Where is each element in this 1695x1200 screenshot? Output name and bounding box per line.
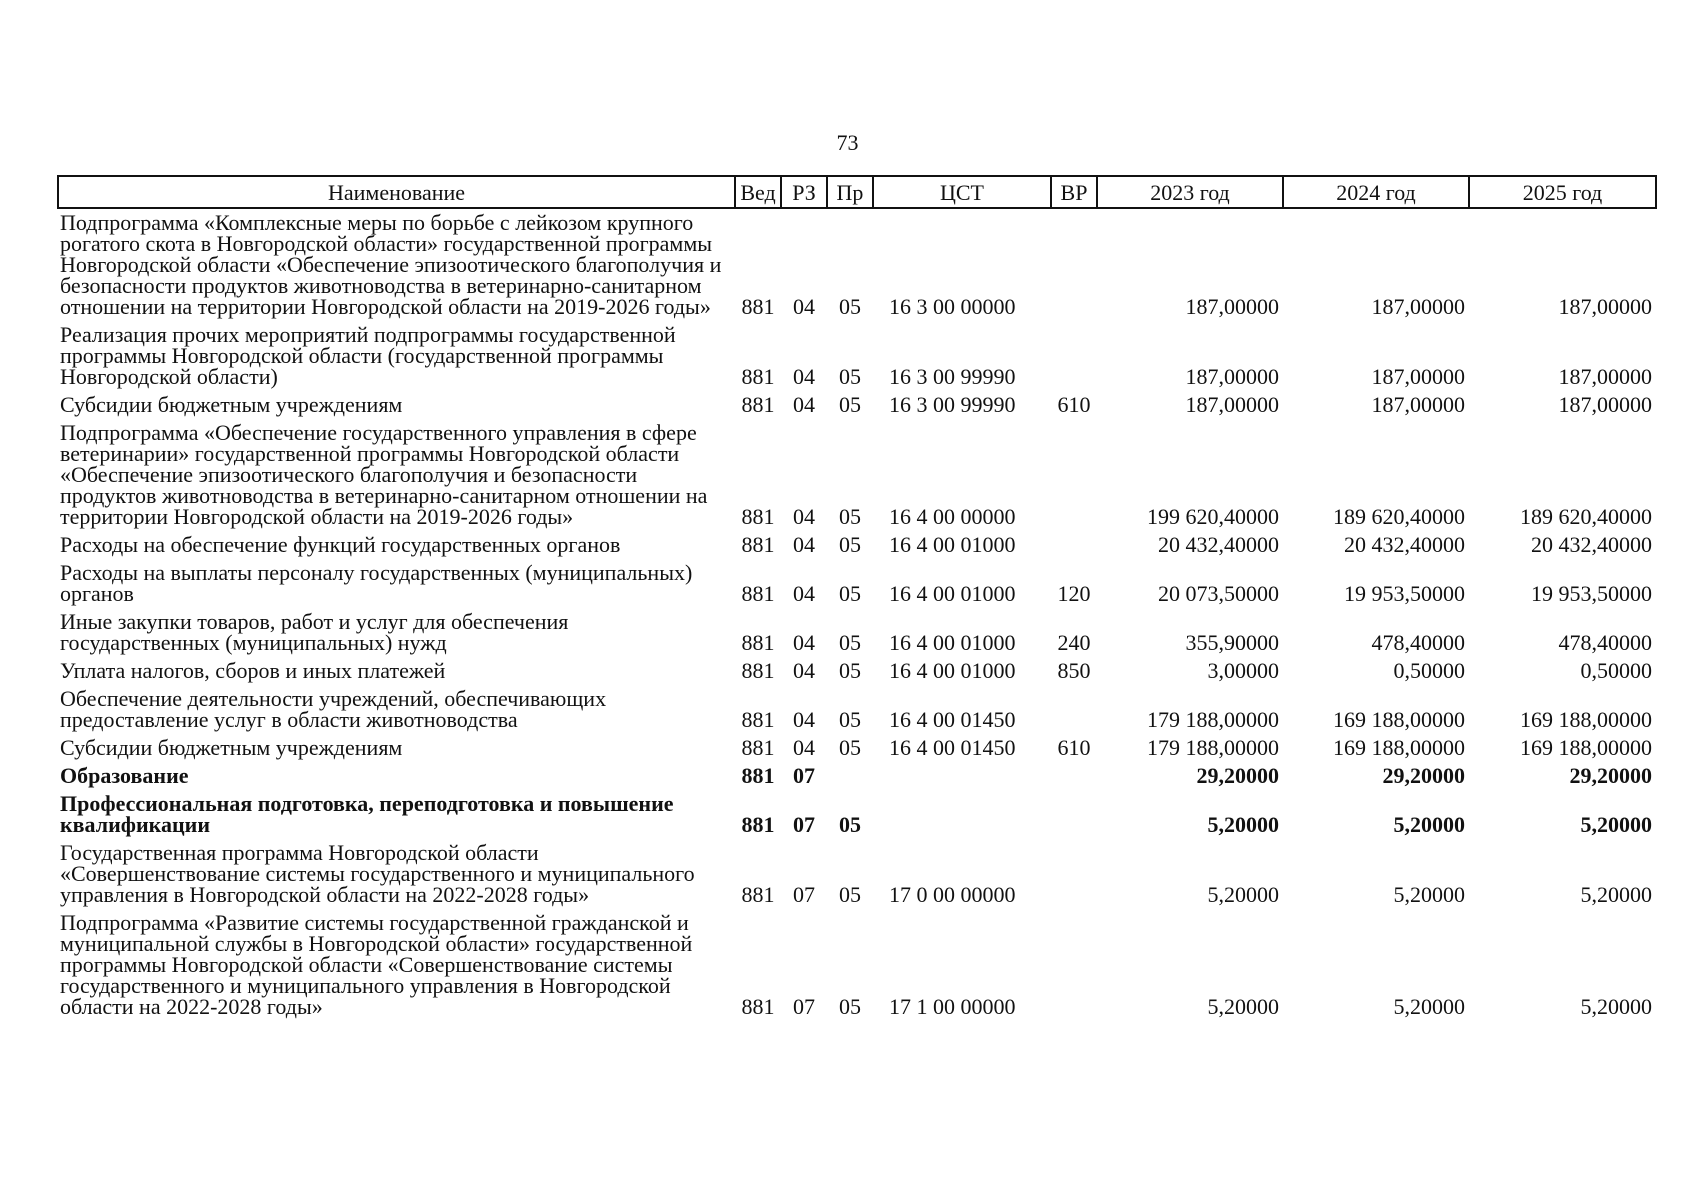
header-2024: 2024 год xyxy=(1283,176,1469,208)
table-row xyxy=(58,321,1656,391)
header-ved: Вед xyxy=(735,176,781,208)
cell-2024: 187,00000 xyxy=(1371,294,1465,319)
cell-ved: 881 xyxy=(741,658,775,683)
cell-pr: 05 xyxy=(839,735,861,760)
cell-2024: 478,40000 xyxy=(1371,630,1465,655)
cell-2025: 187,00000 xyxy=(1558,392,1652,417)
page-number: 73 xyxy=(836,130,859,155)
cell-rz: 04 xyxy=(793,294,815,319)
cell-cst: 16 3 00 99990 xyxy=(889,392,1016,417)
cell-pr: 05 xyxy=(839,707,861,732)
cell-cst: 16 4 00 00000 xyxy=(889,504,1016,529)
cell-2025: 5,20000 xyxy=(1580,882,1652,907)
cell-2023: 5,20000 xyxy=(1207,882,1279,907)
cell-vr xyxy=(1051,208,1097,321)
cell-ved: 881 xyxy=(741,630,775,655)
cell-pr: 05 xyxy=(839,504,861,529)
cell-name: Субсидии бюджетным учреждениям xyxy=(60,735,403,760)
cell-pr: 05 xyxy=(839,581,861,606)
cell-vr: 120 xyxy=(1057,581,1091,606)
cell-2024: 0,50000 xyxy=(1393,658,1465,683)
cell-2025: 19 953,50000 xyxy=(1531,581,1652,606)
cell-cst: 16 4 00 01000 xyxy=(889,658,1016,683)
cell-2023: 5,20000 xyxy=(1207,812,1279,837)
cell-vr: 610 xyxy=(1057,392,1091,417)
cell-2023: 179 188,00000 xyxy=(1147,735,1279,760)
cell-ved: 881 xyxy=(741,294,775,319)
cell-cst xyxy=(873,762,1051,790)
cell-rz: 04 xyxy=(793,658,815,683)
cell-pr: 05 xyxy=(839,532,861,557)
cell-vr: 850 xyxy=(1057,658,1091,683)
cell-2025: 187,00000 xyxy=(1558,364,1652,389)
cell-vr xyxy=(1051,531,1097,559)
cell-2024: 187,00000 xyxy=(1371,364,1465,389)
cell-2024: 187,00000 xyxy=(1371,392,1465,417)
cell-ved: 881 xyxy=(741,364,775,389)
cell-vr xyxy=(1051,839,1097,909)
cell-2023: 199 620,40000 xyxy=(1147,504,1279,529)
cell-2023: 179 188,00000 xyxy=(1147,707,1279,732)
cell-cst: 16 4 00 01450 xyxy=(889,707,1016,732)
cell-2025: 169 188,00000 xyxy=(1520,707,1652,732)
table-row xyxy=(58,734,1656,762)
cell-rz: 07 xyxy=(793,763,815,788)
cell-name: Расходы на выплаты персоналу государственных (муниципальных) органов xyxy=(60,560,693,606)
cell-ved: 881 xyxy=(741,707,775,732)
table-body xyxy=(58,208,1656,1021)
header-row xyxy=(58,176,1656,208)
cell-vr xyxy=(1051,321,1097,391)
cell-2025: 169 188,00000 xyxy=(1520,735,1652,760)
cell-2023: 355,90000 xyxy=(1185,630,1279,655)
cell-ved: 881 xyxy=(741,392,775,417)
cell-cst: 17 0 00 00000 xyxy=(889,882,1016,907)
cell-cst xyxy=(873,790,1051,839)
table-row xyxy=(58,391,1656,419)
cell-name: Подпрограмма «Комплексные меры по борьбе с лейкозом крупного рогатого скота в Новгородской области» государственной программы Новгородской области «Обеспечение эпизоотического благополучия и безопасности продуктов животноводства в ветеринарно-санитарном отношении на территории Новгородской области на 2019-2026 годы» xyxy=(60,210,722,319)
cell-rz: 04 xyxy=(793,630,815,655)
cell-rz: 04 xyxy=(793,392,815,417)
cell-cst: 16 4 00 01000 xyxy=(889,581,1016,606)
cell-2025: 20 432,40000 xyxy=(1531,532,1652,557)
cell-ved: 881 xyxy=(741,581,775,606)
cell-name: Государственная программа Новгородской области «Совершенствование системы государственного и муниципального управления в Новгородской области на 2022-2028 годы» xyxy=(60,840,695,907)
cell-pr: 05 xyxy=(839,882,861,907)
cell-rz: 07 xyxy=(793,812,815,837)
cell-ved: 881 xyxy=(741,532,775,557)
header-cst: ЦСТ xyxy=(873,176,1051,208)
cell-cst: 17 1 00 00000 xyxy=(889,994,1016,1019)
cell-rz: 07 xyxy=(793,882,815,907)
cell-2024: 20 432,40000 xyxy=(1344,532,1465,557)
cell-2025: 187,00000 xyxy=(1558,294,1652,319)
cell-vr: 610 xyxy=(1057,735,1091,760)
header-pr: Пр xyxy=(827,176,873,208)
cell-rz: 04 xyxy=(793,532,815,557)
cell-cst: 16 3 00 99990 xyxy=(889,364,1016,389)
cell-2023: 29,20000 xyxy=(1196,763,1279,788)
table-row xyxy=(58,657,1656,685)
cell-name: Уплата налогов, сборов и иных платежей xyxy=(60,658,446,683)
cell-2023: 187,00000 xyxy=(1185,364,1279,389)
header-name: Наименование xyxy=(58,176,735,208)
cell-2024: 19 953,50000 xyxy=(1344,581,1465,606)
cell-2025: 478,40000 xyxy=(1558,630,1652,655)
cell-2023: 5,20000 xyxy=(1207,994,1279,1019)
table-row xyxy=(58,839,1656,909)
cell-ved: 881 xyxy=(741,994,775,1019)
table-row xyxy=(58,790,1656,839)
cell-vr: 240 xyxy=(1057,630,1091,655)
cell-cst: 16 4 00 01450 xyxy=(889,735,1016,760)
cell-name: Расходы на обеспечение функций государственных органов xyxy=(60,532,621,557)
cell-rz: 07 xyxy=(793,994,815,1019)
cell-ved: 881 xyxy=(741,735,775,760)
cell-2023: 20 073,50000 xyxy=(1158,581,1279,606)
table-row xyxy=(58,909,1656,1021)
cell-pr: 05 xyxy=(839,658,861,683)
table-row xyxy=(58,419,1656,531)
cell-ved: 881 xyxy=(741,763,775,788)
cell-rz: 04 xyxy=(793,581,815,606)
cell-2024: 169 188,00000 xyxy=(1333,735,1465,760)
cell-2023: 3,00000 xyxy=(1207,658,1279,683)
budget-table xyxy=(57,175,1657,1021)
table-row xyxy=(58,608,1656,657)
header-rz: РЗ xyxy=(781,176,827,208)
cell-2025: 189 620,40000 xyxy=(1520,504,1652,529)
cell-vr xyxy=(1051,790,1097,839)
table-row xyxy=(58,531,1656,559)
cell-name: Образование xyxy=(60,763,189,788)
cell-name: Подпрограмма «Обеспечение государственного управления в сфере ветеринарии» государственной программы Новгородской области «Обеспечение эпизоотического благополучия и безопасности продуктов животноводства в ветеринарно-санитарном отношении на территории Новгородской области на 2019-2026 годы» xyxy=(60,420,708,529)
header-vr: ВР xyxy=(1051,176,1097,208)
cell-2025: 5,20000 xyxy=(1580,994,1652,1019)
cell-vr xyxy=(1051,909,1097,1021)
cell-2023: 20 432,40000 xyxy=(1158,532,1279,557)
cell-rz: 04 xyxy=(793,707,815,732)
cell-2024: 5,20000 xyxy=(1393,812,1465,837)
header-2023: 2023 год xyxy=(1097,176,1283,208)
table-header xyxy=(58,176,1656,208)
table-row xyxy=(58,762,1656,790)
cell-name: Подпрограмма «Развитие системы государственной гражданской и муниципальной службы в Новгородской области» государственной программы Новгородской области «Совершенствование системы государственного и муниципального управления в Новгородской области на 2022-2028 годы» xyxy=(60,910,693,1019)
cell-2024: 29,20000 xyxy=(1382,763,1465,788)
cell-2025: 29,20000 xyxy=(1569,763,1652,788)
cell-name: Обеспечение деятельности учреждений, обеспечивающих предоставление услуг в области животноводства xyxy=(60,686,607,732)
cell-pr: 05 xyxy=(839,994,861,1019)
cell-cst: 16 3 00 00000 xyxy=(889,294,1016,319)
cell-pr: 05 xyxy=(839,294,861,319)
cell-2025: 0,50000 xyxy=(1580,658,1652,683)
cell-2024: 5,20000 xyxy=(1393,882,1465,907)
cell-cst: 16 4 00 01000 xyxy=(889,532,1016,557)
header-2025: 2025 год xyxy=(1469,176,1656,208)
cell-rz: 04 xyxy=(793,735,815,760)
cell-cst: 16 4 00 01000 xyxy=(889,630,1016,655)
cell-name: Иные закупки товаров, работ и услуг для обеспечения государственных (муниципальных) нужд xyxy=(60,609,569,655)
cell-2023: 187,00000 xyxy=(1185,294,1279,319)
cell-2024: 189 620,40000 xyxy=(1333,504,1465,529)
cell-name: Профессиональная подготовка, переподготовка и повышение квалификации xyxy=(60,791,674,837)
cell-2023: 187,00000 xyxy=(1185,392,1279,417)
cell-ved: 881 xyxy=(741,812,775,837)
cell-pr: 05 xyxy=(839,630,861,655)
cell-ved: 881 xyxy=(741,504,775,529)
cell-rz: 04 xyxy=(793,364,815,389)
cell-vr xyxy=(1051,419,1097,531)
cell-2024: 169 188,00000 xyxy=(1333,707,1465,732)
cell-2025: 5,20000 xyxy=(1580,812,1652,837)
cell-vr xyxy=(1051,685,1097,734)
table-row xyxy=(58,685,1656,734)
cell-name: Субсидии бюджетным учреждениям xyxy=(60,392,403,417)
cell-rz: 04 xyxy=(793,504,815,529)
table-row xyxy=(58,559,1656,608)
table-row xyxy=(58,208,1656,321)
cell-pr: 05 xyxy=(839,364,861,389)
cell-vr xyxy=(1051,762,1097,790)
cell-2024: 5,20000 xyxy=(1393,994,1465,1019)
cell-pr: 05 xyxy=(839,812,861,837)
cell-pr xyxy=(827,762,873,790)
cell-name: Реализация прочих мероприятий подпрограммы государственной программы Новгородской области (государственной программы Новгородской области) xyxy=(60,322,676,389)
cell-ved: 881 xyxy=(741,882,775,907)
cell-pr: 05 xyxy=(839,392,861,417)
